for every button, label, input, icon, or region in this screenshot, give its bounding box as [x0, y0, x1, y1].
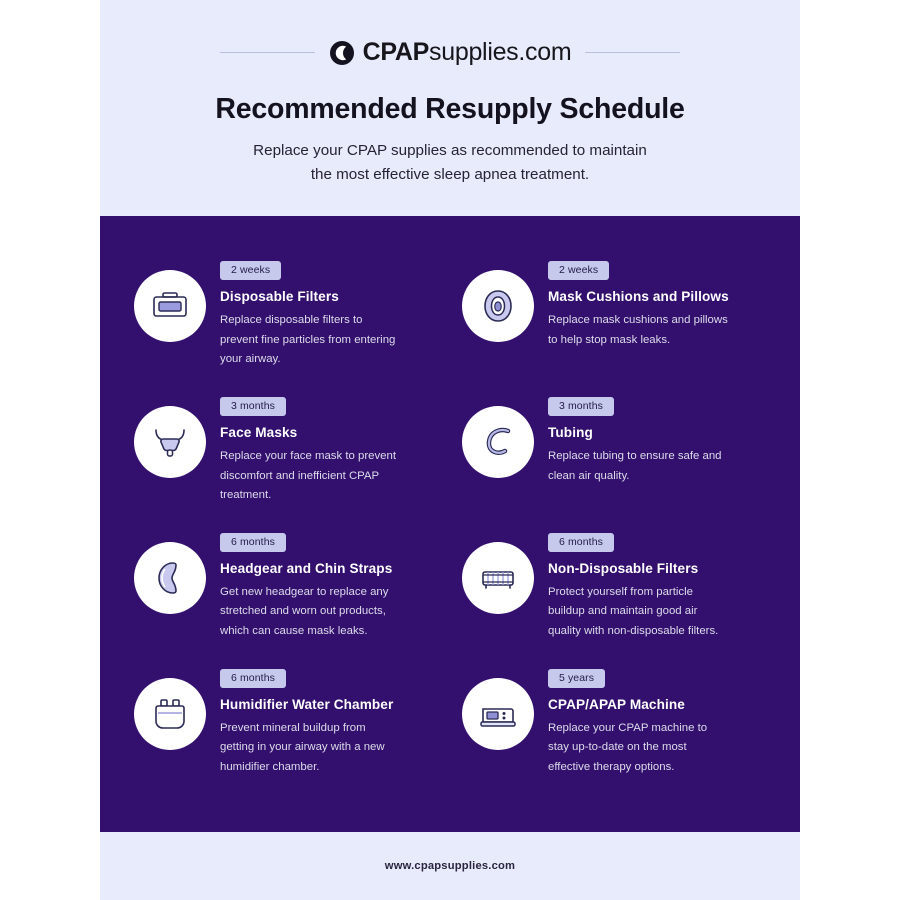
logo-rule-left: [220, 52, 315, 53]
interval-badge: 2 weeks: [220, 261, 281, 280]
item-title: Humidifier Water Chamber: [220, 696, 394, 712]
brand-logo: [329, 38, 572, 67]
item-title: Disposable Filters: [220, 289, 339, 305]
item-title: Face Masks: [220, 424, 298, 440]
non-disposable-filter-icon: [475, 555, 521, 601]
interval-badge: 3 months: [220, 397, 286, 416]
schedule-item-text: [220, 258, 438, 370]
item-title: Mask Cushions and Pillows: [548, 289, 729, 305]
icon-badge: [462, 270, 534, 342]
item-description: Get new headgear to replace any stretched and worn out products, which can cause mask leaks.: [220, 585, 389, 637]
headgear-icon: [147, 555, 193, 601]
logo-rule-right: [585, 52, 680, 53]
schedule-item: [134, 394, 438, 506]
interval-badge: 3 months: [548, 397, 614, 416]
tubing-icon: [475, 419, 521, 465]
item-description: Protect yourself from particle buildup and maintain good air quality with non-disposable filters.: [548, 585, 719, 637]
cpap-machine-icon: [475, 691, 521, 737]
logo-row: [140, 38, 760, 67]
icon-badge: [134, 406, 206, 478]
schedule-item: [462, 666, 766, 778]
item-title: Non-Disposable Filters: [548, 560, 699, 576]
item-description: Replace mask cushions and pillows to help stop mask leaks.: [548, 314, 728, 346]
item-title: Tubing: [548, 424, 593, 440]
footer: [100, 832, 800, 900]
schedule-item: [134, 530, 438, 642]
disposable-filter-icon: [147, 283, 193, 329]
humidifier-chamber-icon: [147, 691, 193, 737]
interval-badge: 6 months: [548, 533, 614, 552]
brand-name: [363, 38, 572, 67]
icon-badge: [134, 678, 206, 750]
moon-cpap-icon: [329, 40, 355, 66]
interval-badge: 6 months: [220, 669, 286, 688]
item-description: Replace tubing to ensure safe and clean air quality.: [548, 449, 722, 482]
schedule-item-text: [548, 530, 766, 642]
item-description: Replace disposable filters to prevent fine particles from entering your airway.: [220, 314, 396, 366]
brand-name-bold: CPAP: [362, 38, 430, 66]
mask-cushion-icon: [475, 283, 521, 329]
schedule-item-text: [220, 530, 438, 642]
page-title: Recommended Resupply Schedule: [215, 93, 685, 125]
schedule-panel: [100, 216, 800, 832]
page-subtitle: [140, 139, 760, 186]
schedule-item: [462, 394, 766, 506]
schedule-item: [134, 258, 438, 370]
schedule-grid: [134, 258, 766, 777]
icon-badge: [134, 270, 206, 342]
schedule-item: [462, 530, 766, 642]
footer-url[interactable]: www.cpapsupplies.com: [384, 860, 516, 872]
schedule-item-text: [548, 394, 766, 486]
schedule-item-text: [220, 394, 438, 506]
header: [100, 0, 800, 186]
schedule-item-text: [220, 666, 438, 778]
interval-badge: 5 years: [548, 669, 605, 688]
item-title: CPAP/APAP Machine: [548, 696, 685, 712]
page-subtitle-line2: the most effective sleep apnea treatment.: [310, 165, 590, 183]
interval-badge: 2 weeks: [548, 261, 609, 280]
brand-name-light: supplies.com: [429, 38, 572, 66]
icon-badge: [462, 406, 534, 478]
item-description: Replace your face mask to prevent discomfort and inefficient CPAP treatment.: [220, 449, 397, 502]
item-description: Replace your CPAP machine to stay up-to-date on the most effective therapy options.: [548, 721, 708, 773]
icon-badge: [462, 542, 534, 614]
item-description: Prevent mineral buildup from getting in your airway with a new humidifier chamber.: [220, 721, 385, 773]
schedule-item-text: [548, 666, 766, 778]
icon-badge: [462, 678, 534, 750]
interval-badge: 6 months: [220, 533, 286, 552]
schedule-item-text: [548, 258, 766, 350]
page-subtitle-line1: Replace your CPAP supplies as recommended to maintain: [253, 142, 647, 159]
schedule-item: [462, 258, 766, 370]
face-mask-icon: [147, 419, 193, 465]
item-title: Headgear and Chin Straps: [220, 560, 393, 576]
schedule-item: [134, 666, 438, 778]
infographic-sheet: [100, 0, 800, 900]
icon-badge: [134, 542, 206, 614]
